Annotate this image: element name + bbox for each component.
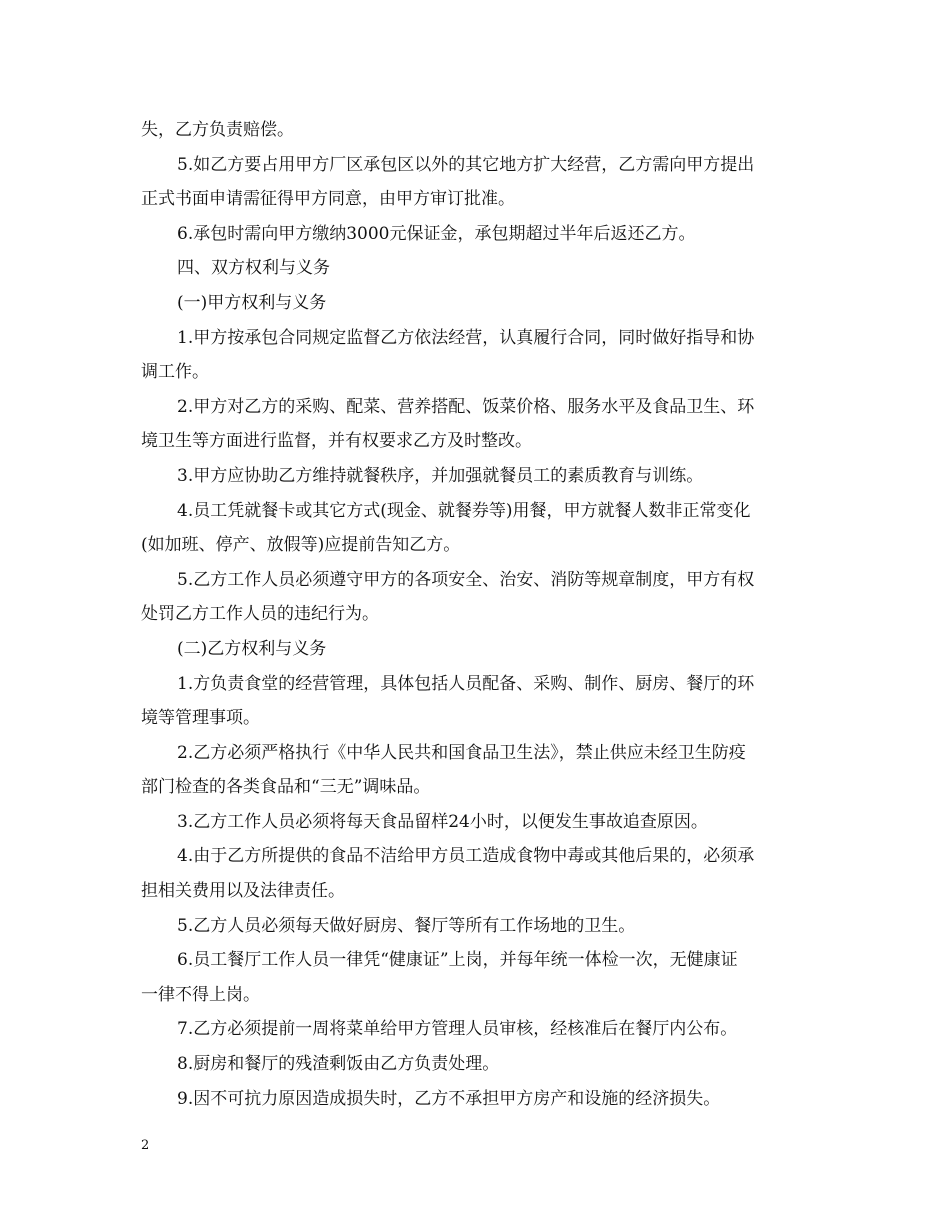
document-text-line: 正式书面申请需征得甲方同意，由甲方审订批准。 — [141, 189, 515, 210]
document-text-line: 3.乙方工作人员必须将每天食品留样24小时，以便发生事故追查原因。 — [177, 811, 708, 832]
document-text-line: 3.甲方应协助乙方维持就餐秩序，并加强就餐员工的素质教育与训练。 — [177, 465, 704, 486]
document-text-line: (一)甲方权利与义务 — [177, 292, 327, 313]
document-text-line: 一律不得上岗。 — [141, 984, 260, 1005]
document-text-line: 8.厨房和餐厅的残渣剩饭由乙方负责处理。 — [177, 1054, 500, 1075]
document-text-line: 2.乙方必须严格执行《中华人民共和国食品卫生法》，禁止供应未经卫生防疫 — [177, 742, 746, 763]
document-text-line: (如加班、停产、放假等)应提前告知乙方。 — [141, 535, 461, 556]
document-text-line: 9.因不可抗力原因造成损失时，乙方不承担甲方房产和设施的经济损失。 — [177, 1088, 721, 1109]
document-text-line: 部门检查的各类食品和“三无”调味品。 — [141, 777, 431, 798]
document-text-line: 6.承包时需向甲方缴纳3000元保证金，承包期超过半年后返还乙方。 — [177, 223, 696, 244]
document-text-line: 4.员工凭就餐卡或其它方式(现金、就餐券等)用餐，甲方就餐人数非正常变化 — [177, 500, 751, 521]
document-text-line: 担相关费用以及法律责任。 — [141, 881, 345, 902]
document-text-line: 6.员工餐厅工作人员一律凭“健康证”上岗，并每年统一体检一次，无健康证 — [177, 950, 738, 971]
document-text-line: 调工作。 — [141, 362, 209, 383]
document-text-line: (二)乙方权利与义务 — [177, 638, 327, 659]
document-text-line: 1.甲方按承包合同规定监督乙方依法经营，认真履行合同，同时做好指导和协 — [177, 327, 755, 348]
document-text-line: 4.由于乙方所提供的食品不洁给甲方员工造成食物中毒或其他后果的，必须承 — [177, 846, 755, 867]
document-text-line: 5.如乙方要占用甲方厂区承包区以外的其它地方扩大经营，乙方需向甲方提出 — [177, 154, 755, 175]
document-text-line: 失，乙方负责赔偿。 — [141, 120, 294, 140]
document-body — [141, 113, 813, 1116]
document-text-line: 境等管理事项。 — [141, 708, 260, 729]
document-text-line: 5.乙方人员必须每天做好厨房、餐厅等所有工作场地的卫生。 — [177, 915, 636, 936]
document-text-line: 境卫生等方面进行监督，并有权要求乙方及时整改。 — [141, 431, 532, 452]
document-text-line: 1.方负责食堂的经营管理，具体包括人员配备、采购、制作、厨房、餐厅的环 — [177, 673, 755, 694]
page-number: 2 — [141, 1138, 150, 1153]
document-text-line: 7.乙方必须提前一周将菜单给甲方管理人员审核，经核准后在餐厅内公布。 — [177, 1019, 738, 1040]
document-text-line: 处罚乙方工作人员的违纪行为。 — [141, 604, 379, 625]
document-text-line: 2.甲方对乙方的采购、配菜、营养搭配、饭菜价格、服务水平及食品卫生、环 — [177, 396, 755, 417]
document-text-line: 5.乙方工作人员必须遵守甲方的各项安全、治安、消防等规章制度，甲方有权 — [177, 569, 755, 590]
document-text-line: 四、双方权利与义务 — [177, 258, 330, 279]
